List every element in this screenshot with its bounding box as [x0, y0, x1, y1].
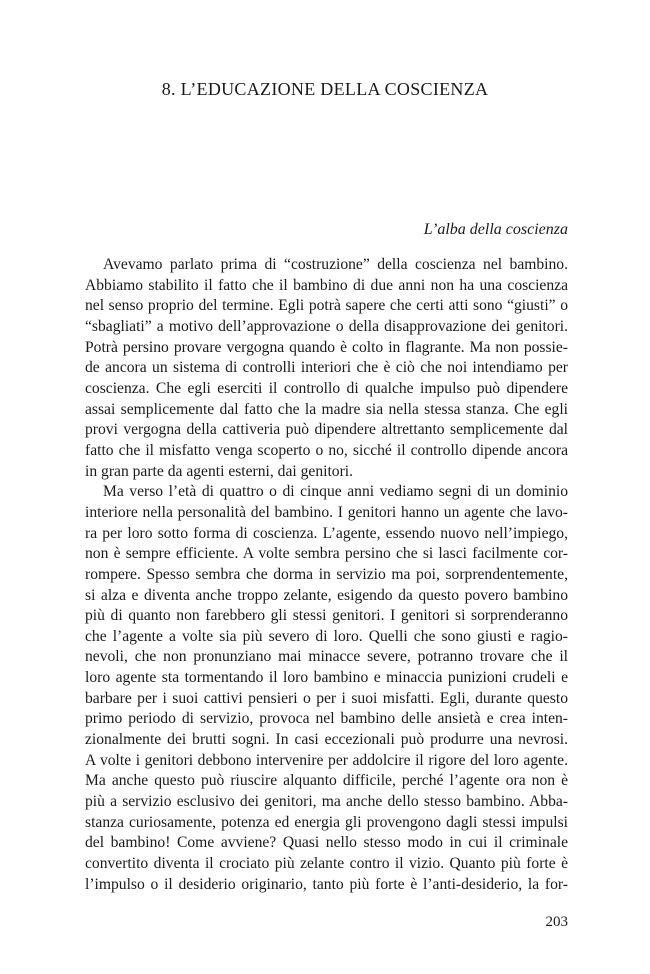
text-line: coscienza. Che egli eserciti il controllo di qualche impulso può dipendere	[85, 379, 568, 397]
page-number: 203	[545, 914, 568, 930]
text-line: più di quanto non farebbero gli stessi genitori. I genitori si sorprenderanno	[85, 607, 568, 625]
text-line: Potrà persino provare vergogna quando è colto in flagrante. Ma non possie-	[85, 338, 568, 356]
text-line: provi vergogna della cattiveria può dipendere altrettanto semplicemente dal	[85, 421, 568, 439]
text-line: convertito diventa il crociato più zelante contro il vizio. Quanto più forte è	[85, 855, 568, 873]
text-line: Ma anche questo può riuscire alquanto difficile, perché l’agente ora non è	[85, 772, 568, 790]
text-line: non è sempre efficiente. A volte sembra persino che si lasci facilmente cor-	[85, 545, 568, 563]
text-line: rompere. Spesso sembra che dorma in servizio ma poi, sorprendentemente,	[85, 565, 568, 583]
paragraph	[85, 482, 568, 895]
text-line: nel senso proprio del termine. Egli potrà sapere che certi atti sono “giusti” o	[85, 297, 568, 315]
text-line: interiore nella personalità del bambino. I genitori hanno un agente che lavo-	[85, 503, 568, 521]
paragraph	[85, 255, 568, 482]
text-line: l’impulso o il desiderio originario, tanto più forte è l’anti-desiderio, la for-	[85, 875, 568, 893]
text-line: primo periodo di servizio, provoca nel bambino delle ansietà e crea inten-	[85, 710, 568, 728]
text-line: de ancora un sistema di controlli interiori che è ciò che noi intendiamo per	[85, 359, 568, 377]
text-line: “sbagliati” a motivo dell’approvazione o della disapprovazione dei genitori.	[85, 317, 568, 335]
text-line: A volte i genitori debbono intervenire per addolcire il rigore del loro agente.	[85, 751, 568, 769]
chapter-title: 8. L’EDUCAZIONE DELLA COSCIENZA	[161, 79, 489, 99]
text-line: Abbiamo stabilito il fatto che il bambino di due anni non ha una coscienza	[85, 276, 568, 294]
text-line: zionalmente dei brutti sogni. In casi eccezionali può produrre una nevrosi.	[85, 731, 568, 749]
text-line: Ma verso l’età di quattro o di cinque anni vediamo segni di un dominio	[103, 483, 568, 501]
text-line: in gran parte da agenti esterni, dai genitori.	[85, 462, 354, 480]
text-line: del bambino! Come avviene? Quasi nello stesso modo in cui il criminale	[85, 834, 568, 852]
text-line: assai semplicemente dal fatto che la madre sia nella stessa stanza. Che egli	[85, 400, 568, 418]
text-line: fatto che il misfatto venga scoperto o no, sicché il controllo dipende ancora	[85, 441, 568, 459]
text-line: che l’agente a volte sia più severo di loro. Quelli che sono giusti e ragio-	[85, 627, 568, 645]
text-line: stanza curiosamente, potenza ed energia gli provengono dagli stessi impulsi	[85, 813, 568, 831]
body-text	[85, 255, 568, 895]
text-line: più a servizio esclusivo dei genitori, ma anche dello stesso bambino. Abba-	[85, 793, 568, 811]
text-line: loro agente sta tormentando il loro bambino e minaccia punizioni crudeli e	[85, 669, 568, 687]
text-line: barbare per i suoi cattivi pensieri o per i suoi misfatti. Egli, durante questo	[85, 689, 568, 707]
section-title: L’alba della coscienza	[423, 221, 568, 238]
text-line: si alza e diventa anche troppo zelante, esigendo da questo povero bambino	[85, 586, 568, 604]
text-line: Avevamo parlato prima di “costruzione” della coscienza nel bambino.	[103, 256, 568, 273]
text-line: ra per loro sotto forma di coscienza. L’agente, essendo nuovo nell’impiego,	[85, 524, 568, 542]
text-line: nevoli, che non pronunziano mai minacce severe, potranno trovare che il	[85, 648, 568, 666]
